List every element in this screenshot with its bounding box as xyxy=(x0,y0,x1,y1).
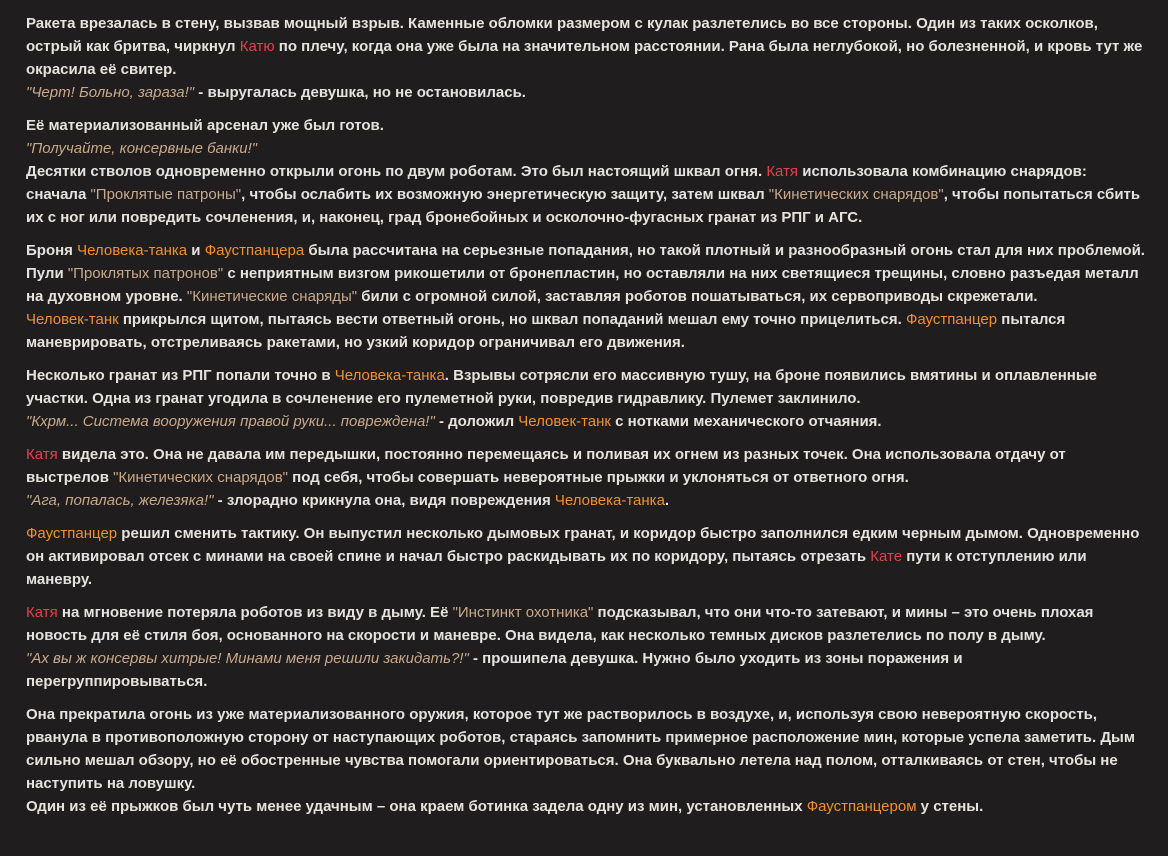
text-line xyxy=(26,12,1148,81)
character-name-katya: Кате xyxy=(870,548,903,565)
narration-text: - выругалась девушка, но не остановилась. xyxy=(194,84,526,101)
character-name-robot: Фаустпанцера xyxy=(204,242,305,259)
character-name-robot: Фаустпанцер xyxy=(26,525,118,542)
narration-text: Её материализованный арсенал уже был готов. xyxy=(26,117,384,134)
dialogue-quote: "Ах вы ж консервы хитрые! Минами меня решили закидать?!" xyxy=(26,650,469,667)
narration-text: прикрылся щитом, пытаясь вести ответный огонь, но шквал попаданий мешал ему точно прицелиться. xyxy=(118,311,906,328)
narration-text: решил сменить тактику. Он выпустил несколько дымовых гранат, и коридор быстро заполнился едким черным дымом. Одновременно он активировал отсек с минами на своей спине и начал быстро раскидывать их по коридору, пытаясь отрезать xyxy=(26,525,1140,565)
dialogue-quote: "Получайте, консервные банки!" xyxy=(26,140,258,157)
text-line xyxy=(26,795,1148,818)
narration-text: Ракета врезалась в стену, вызвав мощный взрыв. Каменные обломки размером с кулак разлетелись во все стороны. Один из таких осколков, острый как бритва, чиркнул xyxy=(26,15,1098,55)
narration-text: Броня xyxy=(26,242,78,259)
ability-name: "Кинетических снарядов" xyxy=(768,186,944,203)
narration-text: Один из её прыжков был чуть менее удачным – она краем ботинка задела одну из мин, установленных xyxy=(26,798,807,815)
dialogue-quote: "Ага, попалась, железяка!" xyxy=(26,492,214,509)
narration-text: была рассчитана на серьезные попадания, но такой плотный и разнообразный огонь стал для них проблемой. Пули xyxy=(26,242,1145,282)
narration-text: использовала комбинацию снарядов: сначала xyxy=(26,163,1087,203)
text-line xyxy=(26,601,1148,647)
narration-text: пути к отступлению или маневру. xyxy=(26,548,1087,588)
text-line xyxy=(26,410,1148,433)
story-text xyxy=(26,12,1148,828)
text-line xyxy=(26,81,1148,104)
narration-text: по плечу, когда она уже была на значительном расстоянии. Рана была неглубокой, но болезненной, и кровь тут же окрасила её свитер. xyxy=(26,38,1143,78)
paragraph xyxy=(26,114,1148,229)
character-name-robot: Человека-танка xyxy=(554,492,665,509)
narration-text: - прошипела девушка. Нужно было уходить из зоны поражения и перегруппировываться. xyxy=(26,650,963,690)
paragraph xyxy=(26,239,1148,354)
ability-name: "Проклятых патронов" xyxy=(67,265,224,282)
ability-name: "Кинетические снаряды" xyxy=(186,288,358,305)
narration-text: подсказывал, что они что-то затевают, и мины – это очень плохая новость для её стиля боя, основанного на скорости и маневре. Она видела, как несколько темных дисков разлетелись по полу в дыму. xyxy=(26,604,1094,644)
character-name-robot: Человека-танка xyxy=(334,367,445,384)
ability-name: "Проклятые патроны" xyxy=(90,186,242,203)
narration-text: Десятки стволов одновременно открыли огонь по двум роботам. Это был настоящий шквал огня. xyxy=(26,163,767,180)
narration-text: с нотками механического отчаяния. xyxy=(610,413,882,430)
paragraph xyxy=(26,364,1148,433)
character-name-robot: Человек-танк xyxy=(518,413,611,430)
narration-text: били с огромной силой, заставляя роботов пошатываться, их сервоприводы скрежетали. xyxy=(357,288,1038,305)
character-name-robot: Фаустпанцер xyxy=(905,311,998,328)
ability-name: "Инстинкт охотника" xyxy=(452,604,594,621)
narration-text: . xyxy=(664,492,670,509)
text-line xyxy=(26,522,1148,591)
paragraph xyxy=(26,12,1148,104)
paragraph xyxy=(26,601,1148,693)
narration-text: под себя, чтобы совершать невероятные прыжки и уклоняться от ответного огня. xyxy=(288,469,909,486)
narration-text: - доложил xyxy=(434,413,519,430)
narration-text: у стены. xyxy=(916,798,984,815)
text-line xyxy=(26,137,1148,160)
text-line xyxy=(26,703,1148,795)
character-name-katya: Катя xyxy=(26,604,58,621)
character-name-katya: Катю xyxy=(239,38,275,55)
character-name-robot: Человек-танк xyxy=(26,311,119,328)
text-line xyxy=(26,443,1148,489)
text-line xyxy=(26,239,1148,308)
paragraph xyxy=(26,703,1148,818)
paragraph xyxy=(26,522,1148,591)
narration-text: и xyxy=(187,242,205,259)
text-line xyxy=(26,647,1148,693)
dialogue-quote: "Черт! Больно, зараза!" xyxy=(26,84,195,101)
narration-text: , чтобы попытаться сбить их с ног или повредить сочленения, и, наконец, град бронебойных и осколочно-фугасных гранат из РПГ и АГС. xyxy=(26,186,1141,226)
ability-name: "Кинетических снарядов" xyxy=(113,469,289,486)
text-line xyxy=(26,308,1148,354)
narration-text: Она прекратила огонь из уже материализованного оружия, которое тут же растворилось в воздухе, и, используя свою невероятную скорость, рванула в противоположную сторону от наступающих роботов, стараясь запомнить примерное расположение мин, которые успела заметить. Дым сильно мешал обзору, но её обостренные чувства помогали ориентироваться. Она буквально летела над полом, отталкиваясь от стен, чтобы не наступить на ловушку. xyxy=(26,706,1135,792)
character-name-robot: Фаустпанцером xyxy=(806,798,917,815)
character-name-katya: Катя xyxy=(26,446,58,463)
narration-text: с неприятным визгом рикошетили от бронепластин, но оставляли на них светящиеся трещины, словно разъедая металл на духовном уровне. xyxy=(26,265,1139,305)
text-line xyxy=(26,364,1148,410)
text-line xyxy=(26,489,1148,512)
narration-text: - злорадно крикнула она, видя повреждения xyxy=(213,492,555,509)
narration-text: Несколько гранат из РПГ попали точно в xyxy=(26,367,335,384)
dialogue-quote: "Кхрм... Система вооружения правой руки... повреждена!" xyxy=(26,413,435,430)
narration-text: , чтобы ослабить их возможную энергетическую защиту, затем шквал xyxy=(241,186,769,203)
narration-text: . Взрывы сотрясли его массивную тушу, на броне появились вмятины и оплавленные участки. Одна из гранат угодила в сочленение его пулеметной руки, повредив гидравлику. Пулемет заклинило. xyxy=(26,367,1097,407)
text-line xyxy=(26,160,1148,229)
narration-text: видела это. Она не давала им передышки, постоянно перемещаясь и поливая их огнем из разных точек. Она использовала отдачу от выстрелов xyxy=(26,446,1066,486)
narration-text: на мгновение потеряла роботов из виду в дыму. Её xyxy=(57,604,453,621)
narration-text: пытался маневрировать, отстреливаясь ракетами, но узкий коридор ограничивал его движения. xyxy=(26,311,1066,351)
paragraph xyxy=(26,443,1148,512)
character-name-robot: Человека-танка xyxy=(77,242,188,259)
character-name-katya: Катя xyxy=(766,163,799,180)
text-line xyxy=(26,114,1148,137)
